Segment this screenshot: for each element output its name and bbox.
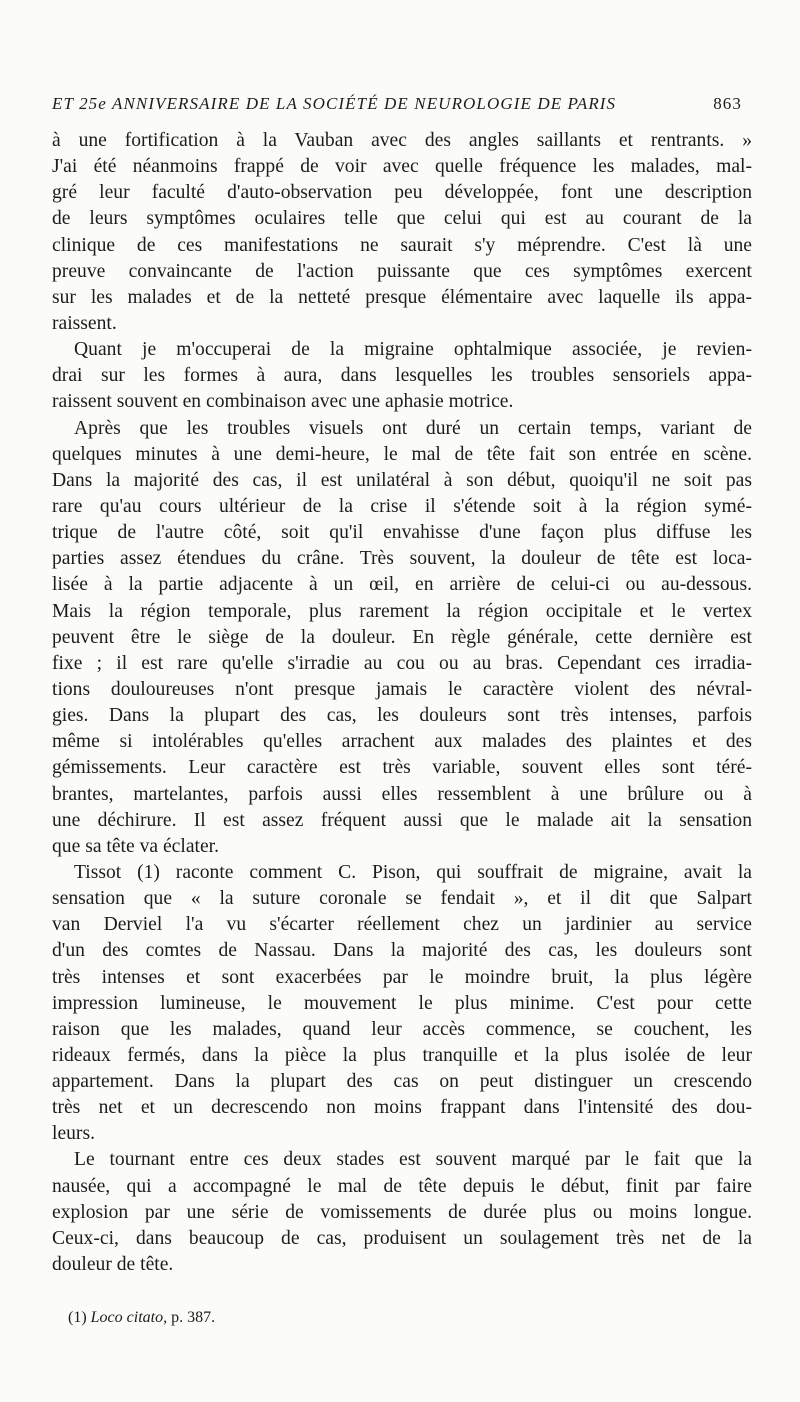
text-line: impression lumineuse, le mouvement le plus minime. C'est pour cette: [52, 992, 752, 1014]
text-line: lisée à la partie adjacente à un œil, en arrière de celui-ci ou au-dessous.: [52, 574, 752, 596]
text-line: J'ai été néanmoins frappé de voir avec quelle fréquence les malades, mal-: [52, 156, 752, 178]
text-line: quelques minutes à une demi-heure, le mal de tête fait son entrée en scène.: [52, 443, 752, 465]
text-line: raison que les malades, quand leur accès commence, se couchent, les: [52, 1018, 752, 1040]
text-line: raissent souvent en combinaison avec une aphasie motrice.: [52, 391, 514, 413]
text-line: clinique de ces manifestations ne saurait s'y méprendre. C'est là une: [52, 234, 752, 256]
paragraph: [52, 1147, 752, 1278]
text-line: gré leur faculté d'auto-observation peu développée, font une description: [52, 182, 752, 204]
text-line: raissent.: [52, 312, 117, 334]
text-line: douleur de tête.: [52, 1254, 174, 1276]
text-line: trique de l'autre côté, soit qu'il envahisse d'une façon plus diffuse les: [52, 522, 752, 544]
text-line: leurs.: [52, 1123, 95, 1145]
text-line: appartement. Dans la plupart des cas on peut distinguer un crescendo: [52, 1071, 752, 1093]
text-line: Tissot (1) raconte comment C. Pison, qui souffrait de migraine, avait la: [74, 861, 752, 883]
paragraph: [52, 416, 752, 860]
running-title: ET 25e ANNIVERSAIRE DE LA SOCIÉTÉ DE NEUROLOGIE DE PARIS: [52, 94, 617, 113]
text-line: nausée, qui a accompagné le mal de tête depuis le début, finit par faire: [52, 1175, 752, 1197]
text-line: sur les malades et de la netteté presque élémentaire avec laquelle ils appa-: [52, 286, 752, 308]
text-line: Mais la région temporale, plus rarement la région occipitale et le vertex: [52, 600, 752, 622]
text-line: gémissements. Leur caractère est très variable, souvent elles sont téré-: [52, 757, 752, 779]
running-head: [52, 92, 742, 116]
paragraph: [52, 128, 752, 337]
text-line: preuve convaincante de l'action puissante que ces symptômes exercent: [52, 260, 752, 282]
text-line: explosion par une série de vomissements de durée plus ou moins longue.: [52, 1201, 752, 1223]
text-line: même si intolérables qu'elles arrachent aux malades des plaintes et des: [52, 731, 752, 753]
text-line: à une fortification à la Vauban avec des angles saillants et rentrants. »: [52, 130, 752, 151]
text-line: Quant je m'occuperai de la migraine ophtalmique associée, je revien-: [74, 339, 752, 361]
footnote-marker: (1): [68, 1309, 87, 1326]
paragraph: [52, 860, 752, 1148]
text-line: peuvent être le siège de la douleur. En règle générale, cette dernière est: [52, 626, 752, 648]
footnote: [68, 1307, 215, 1329]
paragraph: [52, 337, 752, 415]
text-line: sensation que « la suture coronale se fendait », et il dit que Salpart: [52, 888, 752, 910]
text-line: van Derviel l'a vu s'écarter réellement chez un jardinier au service: [52, 914, 752, 936]
text-line: Ceux-ci, dans beaucoup de cas, produisent un soulagement très net de la: [52, 1227, 752, 1249]
text-line: de leurs symptômes oculaires telle que celui qui est au courant de la: [52, 208, 752, 230]
text-line: Dans la majorité des cas, il est unilatéral à son début, quoiqu'il ne soit pas: [52, 469, 752, 491]
footnote-rest: , p. 387.: [163, 1309, 216, 1326]
text-line: très net et un decrescendo non moins frappant dans l'intensité des dou-: [52, 1097, 752, 1119]
text-line: rare qu'au cours ultérieur de la crise il s'étende soit à la région symé-: [52, 495, 752, 517]
text-line: Le tournant entre ces deux stades est souvent marqué par le fait que la: [74, 1149, 752, 1171]
text-line: tions douloureuses n'ont presque jamais le caractère violent des névral-: [52, 678, 752, 700]
footnote-title: Loco citato: [90, 1309, 164, 1326]
text-line: rideaux fermés, dans la pièce la plus tranquille et la plus isolée de leur: [52, 1044, 752, 1066]
body-text: [52, 128, 752, 1278]
text-line: d'un des comtes de Nassau. Dans la majorité des cas, les douleurs sont: [52, 940, 752, 962]
text-line: que sa tête va éclater.: [52, 835, 219, 857]
text-line: très intenses et sont exacerbées par le moindre bruit, la plus légère: [52, 966, 752, 988]
text-line: une déchirure. Il est assez fréquent aussi que le malade ait la sensation: [52, 809, 752, 831]
text-line: Après que les troubles visuels ont duré un certain temps, variant de: [74, 417, 752, 439]
page-number: 863: [713, 94, 742, 113]
text-line: brantes, martelantes, parfois aussi elles ressemblent à une brûlure ou à: [52, 783, 752, 805]
text-line: parties assez étendues du crâne. Très souvent, la douleur de tête est loca-: [52, 548, 752, 570]
text-line: drai sur les formes à aura, dans lesquelles les troubles sensoriels appa-: [52, 365, 752, 387]
text-line: gies. Dans la plupart des cas, les douleurs sont très intenses, parfois: [52, 705, 752, 727]
text-line: fixe ; il est rare qu'elle s'irradie au cou ou au bras. Cependant ces irradia-: [52, 652, 752, 674]
